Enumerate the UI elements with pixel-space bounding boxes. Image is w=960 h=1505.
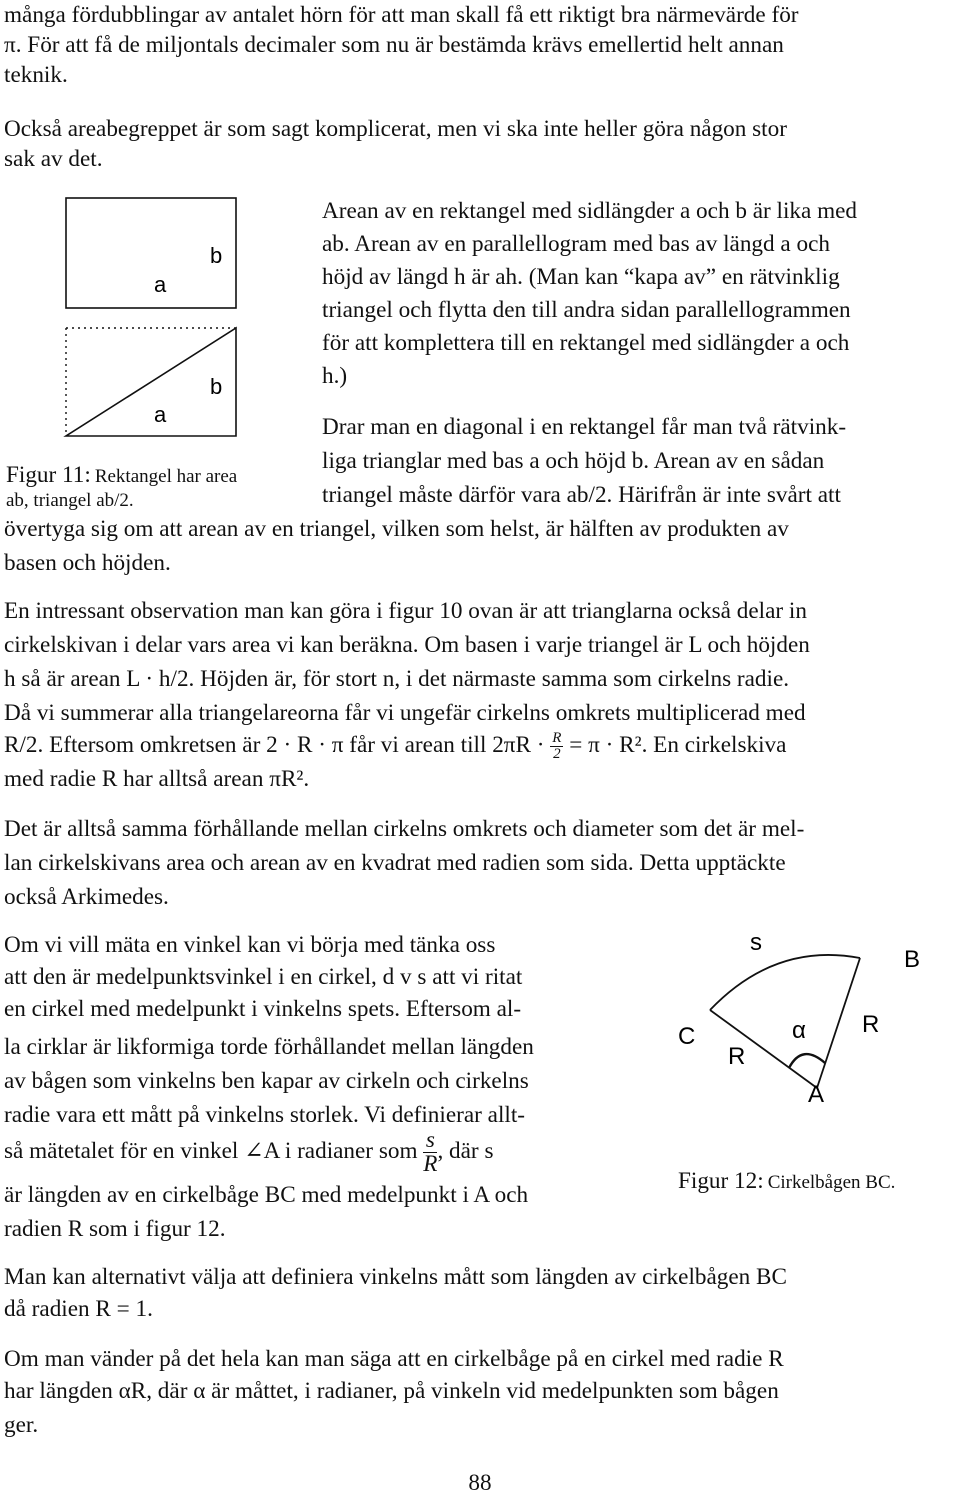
label-a-rect: a [154, 272, 167, 297]
area-line-1: Också areabegreppet är som sagt komplicerat, men vi ska inte heller göra någon stor [4, 116, 787, 142]
label-s: s [750, 929, 762, 956]
right-p1-line-3: höjd av längd h är ah. (Man kan “kapa av” en rätvinklig [322, 264, 840, 290]
right-p2-line-2: liga trianglar med bas a och höjd b. Arean av en sådan [322, 448, 825, 474]
label-R-right: R [862, 1011, 880, 1038]
right-p1-line-5: för att komplettera till en rektangel med sidlängder a och [322, 330, 850, 356]
fraction-s-denominator: R [423, 1151, 438, 1178]
circle-line-6: med radie R har alltså arean πR². [4, 766, 310, 792]
figure-11-caption-line-2: ab, triangel ab/2. [6, 490, 134, 511]
label-A: A [808, 1081, 825, 1108]
angle-arc [789, 1054, 825, 1068]
angle-line-5: av bågen som vinkelns ben kapar av cirkeln och cirkelns [4, 1068, 529, 1094]
arc-bc [710, 955, 860, 1010]
angle-line-7-b: , där s [437, 1138, 494, 1164]
label-b-triangle: b [210, 374, 223, 399]
intro-line-3: teknik. [4, 62, 68, 88]
final-line-2: har längden αR, där α är måttet, i radianer, på vinkeln vid medelpunkten som bågen [4, 1378, 779, 1404]
circle-line-5-b: = π · R². En cirkelskiva [569, 732, 787, 758]
right-p2-line-3: triangel måste därför vara ab/2. Härifrån är inte svårt att [322, 482, 841, 508]
right-p1-line-4: triangel och flytta den till andra sidan parallellogrammen [322, 297, 851, 323]
right-p2-line-1: Drar man en diagonal i en rektangel får man två rätvink- [322, 414, 847, 440]
angle-line-8: är längden av en cirkelbåge BC med medelpunkt i A och [4, 1182, 529, 1208]
circle-line-2: cirkelskivan i delar vars area vi kan beräkna. Om basen i varje triangel är L och höjden [4, 632, 810, 658]
triangle-cont-line-2: basen och höjden. [4, 550, 171, 576]
circle-line-1: En intressant observation man kan göra i figur 10 ovan är att trianglarna också delar in [4, 598, 807, 624]
area-line-2: sak av det. [4, 146, 103, 172]
angle-line-9: radien R som i figur 12. [4, 1216, 226, 1242]
label-alpha: α [792, 1017, 806, 1044]
figure-11-caption-rest: Rektangel har area [94, 466, 238, 487]
ratio-line-3: också Arkimedes. [4, 884, 169, 910]
ratio-line-1: Det är alltså samma förhållande mellan cirkelns omkrets och diameter som det är mel- [4, 816, 805, 842]
fraction-r-numerator: R [552, 730, 562, 747]
alt-line-1: Man kan alternativt välja att definiera vinkelns mått som längden av cirkelbågen BC [4, 1264, 787, 1290]
final-line-1: Om man vänder på det hela kan man säga att en cirkelbåge på en cirkel med radie R [4, 1346, 784, 1372]
fraction-r-over-2 [550, 731, 563, 762]
page-number: 88 [468, 1470, 492, 1496]
label-b-rect: b [210, 243, 223, 268]
angle-line-1: Om vi vill mäta en vinkel kan vi börja med tänka oss [4, 932, 496, 958]
right-p1-line-2: ab. Arean av en parallellogram med bas av längd a och [322, 231, 830, 257]
right-p1-line-6: h.) [322, 363, 348, 389]
angle-line-2: att den är medelpunktsvinkel i en cirkel, d v s att vi ritat [4, 964, 523, 990]
angle-line-4: la cirklar är likformiga torde förhållandet mellan längden [4, 1034, 534, 1060]
alt-line-2: då radien R = 1. [4, 1296, 153, 1322]
fraction-r-denominator: 2 [553, 746, 561, 763]
angle-line-6: radie vara ett mått på vinkelns storlek. Vi definierar allt- [4, 1102, 525, 1128]
label-B: B [904, 946, 921, 973]
label-a-triangle: a [154, 402, 167, 427]
figure-12-diagram [670, 920, 950, 1110]
intro-line-1: många fördubblingar av antalet hörn för att man skall få ett riktigt bra närmevärde för [4, 2, 799, 28]
final-line-3: ger. [4, 1412, 39, 1438]
figure-11-caption-line-1 [6, 462, 237, 489]
fraction-s-numerator: s [423, 1129, 437, 1153]
intro-line-2: π. För att få de miljontals decimaler som nu är bestämda krävs emellertid helt annan [4, 32, 784, 58]
label-R-left: R [728, 1043, 746, 1070]
circle-line-5-a: R/2. Eftersom omkretsen är 2 · R · π får vi arean till 2πR · [4, 732, 545, 758]
right-p1-line-1: Arean av en rektangel med sidlängder a och b är lika med [322, 198, 858, 224]
circle-line-5 [4, 728, 786, 762]
angle-line-3: en cirkel med medelpunkt i vinkelns spets. Eftersom al- [4, 996, 522, 1022]
angle-line-7 [4, 1126, 493, 1176]
circle-line-3: h så är arean L · h/2. Höjden är, för stort n, i det närmaste samma som cirkelns radie. [4, 666, 790, 692]
ratio-line-2: lan cirkelskivans area och arean av en kvadrat med radien som sida. Detta upptäckte [4, 850, 786, 876]
figure-11-caption-prefix: Figur 11: [6, 462, 91, 488]
figure-11-diagram [50, 190, 250, 440]
fraction-s-over-r [423, 1126, 438, 1178]
figure-12-caption [678, 1168, 895, 1195]
angle-line-7-a: så mätetalet för en vinkel ∠A i radianer som [4, 1138, 418, 1164]
figure-12-caption-rest: Cirkelbågen BC. [767, 1172, 896, 1193]
triangle-cont-line-1: övertyga sig om att arean av en triangel, vilken som helst, är hälften av produkten av [4, 516, 789, 542]
label-C: C [678, 1023, 696, 1050]
radius-ab [817, 958, 860, 1088]
figure-12-caption-prefix: Figur 12: [678, 1168, 764, 1194]
circle-line-4: Då vi summerar alla triangelareorna får vi ungefär cirkelns omkrets multiplicerad med [4, 700, 806, 726]
